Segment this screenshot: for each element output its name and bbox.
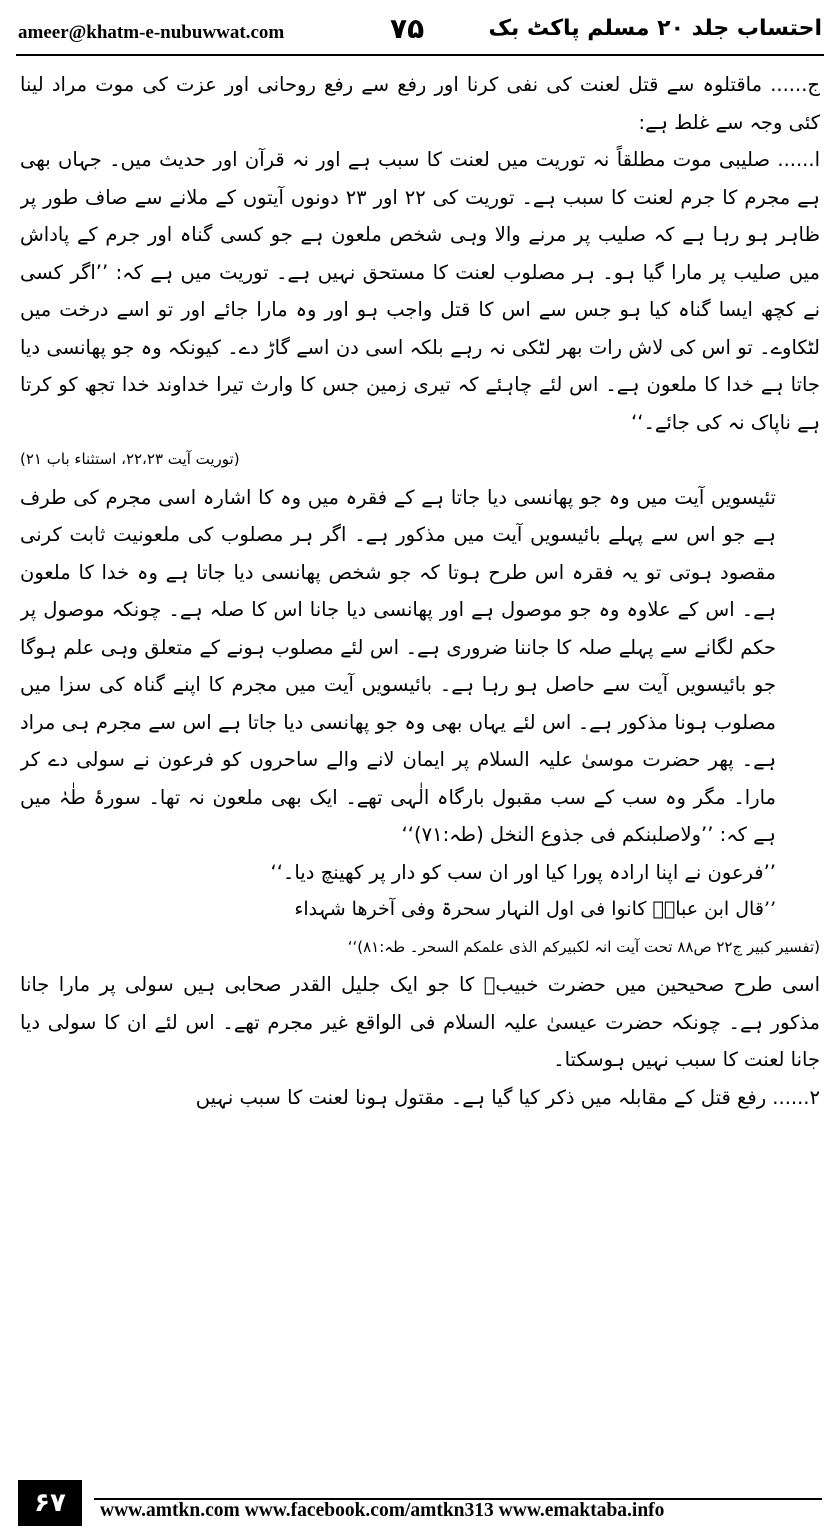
- paragraph-answer: ج...... ماقتلوہ سے قتل لعنت کی نفی کرنا اور رفع سے رفع روحانی اور عزت کی موت مراد لینا کئی وجہ سے غلط ہے:: [20, 73, 820, 134]
- paragraph-point-2: ۲...... رفع قتل کے مقابلہ میں ذکر کیا گیا ہے۔ مقتول ہونا لعنت کا سبب نہیں: [195, 1085, 820, 1109]
- header-page-number: ۷۵: [390, 12, 425, 45]
- paragraph-khubaib: اسی طرح صحیحین میں حضرت خبیبؓ کا جو ایک جلیل القدر صحابی ہیں سولی پر مارا جانا مذکور ہے۔ چونکہ حضرت عیسیٰ علیہ السلام فی الواقع غیر مجرم تھے۔ اس لئے ان کا سولی دیا جانا لعنت کا سبب نہیں ہوسکتا۔: [20, 973, 820, 1071]
- quote-ibn-abbas: ’’قال ابن عباسؓ کانوا فی اول النہار سحرۃ وفی آخرھا شہداء: [294, 898, 776, 920]
- reference-torah: (توریت آیت ۲۲،۲۳، استثناء باب ۲۱): [20, 450, 240, 468]
- header-divider: [16, 54, 824, 56]
- page-body: [20, 66, 820, 1466]
- footer-links[interactable]: www.amtkn.com www.facebook.com/amtkn313 www.emaktaba.info: [100, 1500, 665, 1521]
- page-header: [18, 12, 822, 52]
- header-book-title: احتساب جلد ۲۰ مسلم پاکٹ بک: [488, 16, 822, 41]
- paragraph-23rd-verse: تئیسویں آیت میں وہ جو پھانسی دیا جاتا ہے کے فقرہ میں وہ کا اشارہ اسی مجرم کی طرف ہے جو اس سے پہلے بائیسویں آیت میں مذکور ہے۔ اگر ہر مصلوب کی ملعونیت ثابت کرنی مقصود ہوتی تو یہ فقرہ اس طرح ہوتا کہ جو شخص پھانسی دیا جاتا ہے وہ خدا کا ملعون ہے۔ اس کے علاوہ وہ جو موصول ہے اور پھانسی دیا جانا اس کا صلہ ہے۔ چونکہ موصول پر حکم لگانے سے پہلے صلہ کا جاننا ضروری ہے۔ اس لئے مصلوب ہونے کے متعلق وہی علم ہوگا جو بائیسویں آیت سے حاصل ہو رہا ہے۔ بائیسویں آیت میں مجرم کا اپنے گناہ کی سزا میں مصلوب ہونا مذکور ہے۔ اس لئے یہاں بھی وہ جو پھانسی دیا جاتا ہے اس سے مجرم ہی مراد ہے۔ پھر حضرت موسیٰ علیہ السلام پر ایمان لانے والے ساحروں کو فرعون نے سولی دے کر مارا۔ مگر وہ سب کے سب مقبول بارگاہ الٰہی تھے۔ ایک بھی ملعون نہ تھا۔ سورۂ طٰہٰ میں ہے کہ: ’’ولاصلبنکم فی جذوع النخل (طہ:۷۱)‘‘: [20, 485, 776, 846]
- paragraph-point-1: ا...... صلیبی موت مطلقاً نہ توریت میں لعنت کا سبب ہے اور نہ قرآن اور حدیث میں۔ جہاں بھی ہے مجرم کا جرم لعنت کا سبب ہے۔ توریت کی ۲۲ اور ۲۳ دونوں آیتوں کے ملانے سے صاف طور پر ظاہر ہو رہا ہے کہ صلیب پر مرنے والا وہی شخص ملعون ہے جو کسی گناہ اور جرم کے پاداش میں صلیب پر مارا گیا ہو۔ ہر مصلوب لعنت کا مستحق نہیں ہے۔ توریت میں ہے کہ: ’’اگر کسی نے کچھ ایسا گناہ کیا ہو جس سے اس کا قتل واجب ہو اور وہ مارا جائے اور تو اسے درخت میں لٹکاوے۔ تو اس کی لاش رات بھر لٹکی نہ رہے بلکہ اسی دن اسے گاڑ دے۔ کیونکہ وہ جو پھانسی دیا جاتا ہے خدا کا ملعون ہے۔ اس لئے چاہئے کہ تیری زمین جس کا وارث تیرا خداوند خدا تجھ کو کرتا ہے ناپاک نہ کی جائے۔‘‘: [20, 148, 820, 434]
- page-footer: [18, 1480, 822, 1526]
- reference-tafseer-kabeer: (تفسیر کبیر ج۲۲ ص۸۸ تحت آیت انہ لکبیرکم الذی علمکم السحر۔ طہ:۸۱)‘‘: [347, 937, 820, 956]
- footer-page-number: ۶۷: [18, 1480, 82, 1526]
- quote-pharaoh: ’’فرعون نے اپنا ارادہ پورا کیا اور ان سب کو دار پر کھینچ دیا۔‘‘: [270, 860, 776, 884]
- header-email[interactable]: ameer@khatm-e-nubuwwat.com: [18, 22, 285, 43]
